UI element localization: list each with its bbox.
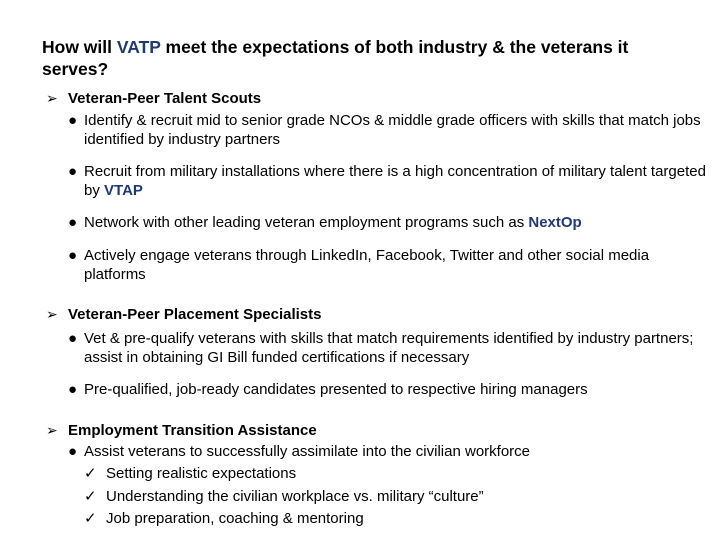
bullet-item [68,162,708,200]
check-icon: ✓ [84,465,97,482]
bullet-text: Actively engage veterans through LinkedIn, Facebook, Twitter and other social media platforms [84,247,650,283]
title-acronym: VATP [116,37,161,57]
title-pre: How will [42,37,117,57]
check-item [84,464,296,483]
bullet-item [68,380,708,399]
section-heading-talent-scouts [46,89,261,108]
bullet-item [68,111,708,149]
bullet-text: Network with other leading veteran employment programs such as NextOp [84,214,582,231]
check-text: Setting realistic expectations [106,465,297,482]
check-item [84,487,484,506]
bullet-text: Vet & pre-qualify veterans with skills that match requirements identified by industry partners; assist in obtaining GI Bill funded certifications if necessary [84,330,694,366]
arrow-bullet-icon: ➢ [46,90,58,106]
dot-bullet-icon: ● [68,443,78,460]
section-heading-placement-specialists [46,305,321,324]
dot-bullet-icon: ● [68,214,78,231]
section-heading-text: Veteran-Peer Talent Scouts [68,90,262,107]
dot-bullet-icon: ● [68,112,78,129]
check-item [84,509,364,528]
bullet-text: Identify & recruit mid to senior grade NCOs & middle grade officers with skills that match jobs identified by industry partners [84,112,701,148]
title-post: meet the expectations of both industry & the veterans it serves? [42,37,629,79]
dot-bullet-icon: ● [68,381,78,398]
arrow-bullet-icon: ➢ [46,422,58,438]
slide-title [42,36,682,80]
dot-bullet-icon: ● [68,247,78,264]
dot-bullet-icon: ● [68,330,78,347]
section-heading-text: Veteran-Peer Placement Specialists [68,306,322,323]
check-icon: ✓ [84,488,97,505]
bullet-text: Pre-qualified, job-ready candidates presented to respective hiring managers [84,381,588,398]
check-icon: ✓ [84,510,97,527]
check-text: Understanding the civilian workplace vs. military “culture” [106,488,484,505]
check-text: Job preparation, coaching & mentoring [106,510,364,527]
bullet-item [68,329,708,367]
bullet-text: Recruit from military installations where there is a high concentration of military talent targeted by VTAP [84,163,706,199]
bullet-accent: NextOp [528,214,582,231]
bullet-accent: VTAP [104,182,143,199]
arrow-bullet-icon: ➢ [46,306,58,322]
bullet-item [68,213,708,232]
bullet-item [68,442,708,461]
section-heading-text: Employment Transition Assistance [68,422,317,439]
section-heading-transition-assistance [46,421,317,440]
dot-bullet-icon: ● [68,163,78,180]
bullet-item [68,246,708,284]
bullet-text: Assist veterans to successfully assimilate into the civilian workforce [84,443,531,460]
